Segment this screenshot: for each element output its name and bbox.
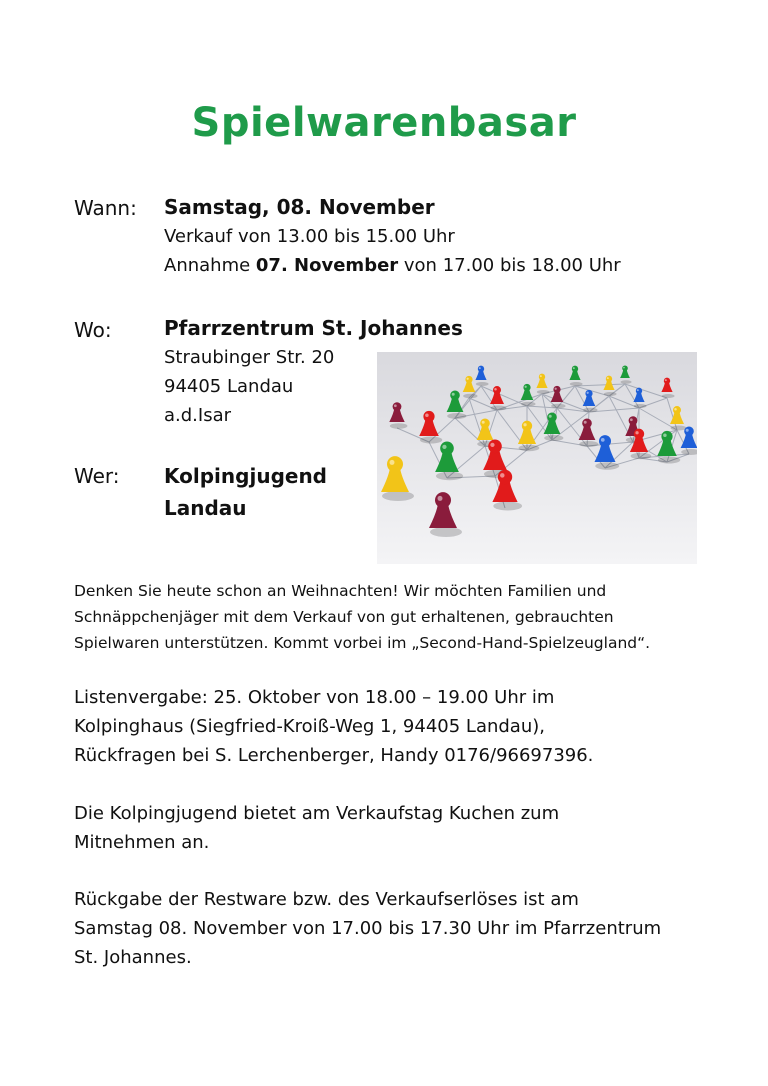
when-date: Samstag, 08. November bbox=[164, 195, 435, 219]
who-line1: Kolpingjugend bbox=[164, 464, 327, 488]
list-line: Rückfragen bei S. Lerchenberger, Handy 0176/96697396. bbox=[74, 745, 594, 766]
intro-paragraph bbox=[74, 578, 714, 656]
cake-line: Die Kolpingjugend bietet am Verkaufstag Kuchen zum bbox=[74, 803, 560, 824]
when-intake-prefix: Annahme bbox=[164, 255, 256, 276]
who-block bbox=[164, 460, 327, 524]
when-intake-suffix: von 17.00 bis 18.00 Uhr bbox=[398, 255, 621, 276]
where-city: 94405 Landau bbox=[164, 376, 294, 397]
list-paragraph bbox=[74, 683, 714, 770]
returns-line: Samstag 08. November von 17.00 bis 17.30 Uhr im Pfarrzentrum bbox=[74, 918, 662, 939]
cake-line: Mitnehmen an. bbox=[74, 832, 210, 853]
page-title: Spielwarenbasar bbox=[191, 100, 577, 146]
intro-line: Denken Sie heute schon an Weihnachten! Wir möchten Familien und bbox=[74, 582, 607, 600]
intro-line: Schnäppchenjäger mit dem Verkauf von gut erhaltenen, gebrauchten bbox=[74, 608, 614, 626]
game-pieces-network-icon bbox=[377, 352, 697, 564]
who-line2: Landau bbox=[164, 496, 247, 520]
list-line: Kolpinghaus (Siegfried-Kroiß-Weg 1, 94405 Landau), bbox=[74, 716, 545, 737]
list-line: Listenvergabe: 25. Oktober von 18.00 – 19.00 Uhr im bbox=[74, 687, 555, 708]
when-block bbox=[164, 193, 621, 280]
where-label: Wo: bbox=[74, 318, 112, 342]
returns-line: Rückgabe der Restware bzw. des Verkaufserlöses ist am bbox=[74, 889, 579, 910]
when-intake bbox=[164, 251, 621, 280]
returns-line: St. Johannes. bbox=[74, 947, 192, 968]
returns-paragraph bbox=[74, 885, 714, 972]
where-region: a.d.Isar bbox=[164, 405, 232, 426]
where-name: Pfarrzentrum St. Johannes bbox=[164, 316, 463, 340]
game-pieces-photo bbox=[377, 352, 697, 564]
cake-paragraph bbox=[74, 799, 714, 857]
when-label: Wann: bbox=[74, 196, 137, 220]
when-sale-time: Verkauf von 13.00 bis 15.00 Uhr bbox=[164, 226, 455, 247]
where-street: Straubinger Str. 20 bbox=[164, 347, 335, 368]
who-label: Wer: bbox=[74, 464, 120, 488]
when-intake-date: 07. November bbox=[255, 255, 399, 276]
intro-line: Spielwaren unterstützen. Kommt vorbei im „Second-Hand-Spielzeugland“. bbox=[74, 634, 651, 652]
